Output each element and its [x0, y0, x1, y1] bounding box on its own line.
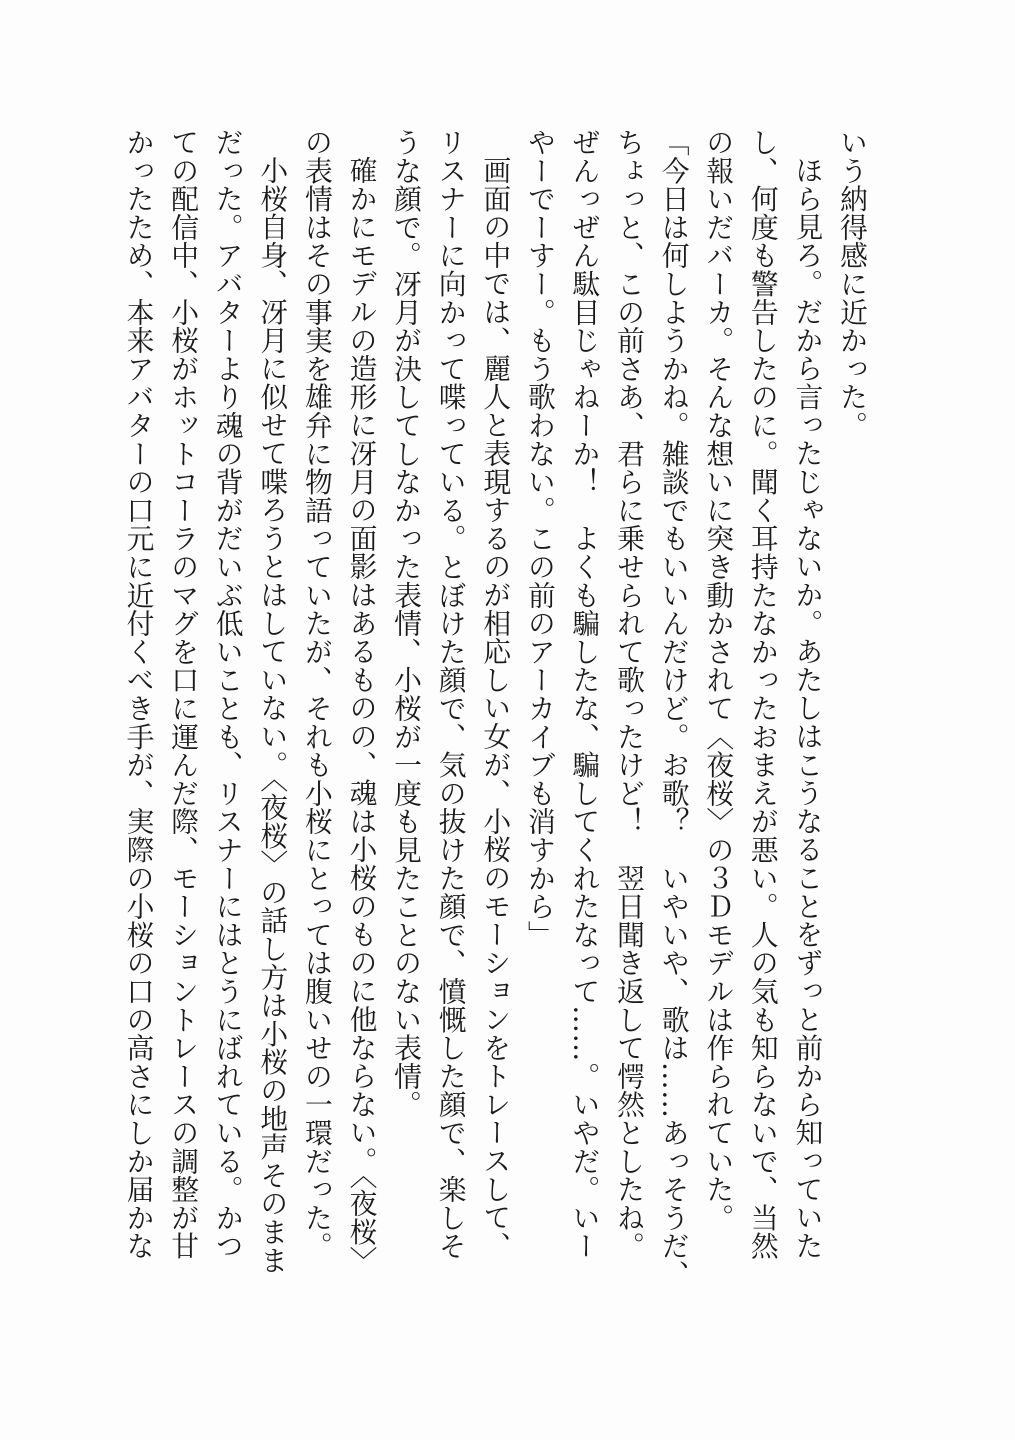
- text-line: かったため、本来アバターの口元に近付くべき手が、実際の小桜の口の高さにしか届かな: [121, 128, 155, 1260]
- text-line: リスナーに向かって喋っている。とぼけた顔で、気の抜けた顔で、憤慨した顔で、楽しそ: [433, 128, 467, 1260]
- text-line: ぜんっぜん駄目じゃねーか！ よくも騙したな、騙してくれたなって……。いやだ。いー: [567, 128, 601, 1260]
- text-line: 確かにモデルの造形に冴月の面影はあるものの、魂は小桜のものに他ならない。〈夜桜〉: [344, 155, 378, 1274]
- text-line: の表情はその事実を雄弁に物語っていたが、それも小桜にとっては腹いせの一環だった。: [299, 128, 333, 1260]
- text-line: 小桜自身、冴月に似せて喋ろうとはしていない。〈夜桜〉の話し方は小桜の地声そのまま: [255, 155, 289, 1274]
- text-line: 「今日は何しようかね。雑談でもいいんだけど。お歌？ いやいや、歌は……あっそうだ、: [656, 128, 690, 1289]
- text-line: やーでーすー。もう歌わない。この前のアーカイブも消すから」: [522, 128, 556, 949]
- text-line: 画面の中では、麗人と表現するのが相応しい女が、小桜のモーションをトレースして、: [478, 155, 512, 1260]
- text-line: ほら見ろ。だから言ったじゃないか。あたしはこうなることをずっと前から知っていた: [790, 155, 824, 1260]
- text-line: ての配信中、小桜がホットコーラのマグを口に運んだ際、モーショントレースの調整が甘: [166, 128, 200, 1260]
- text-line: ちょっと、この前さあ、君らに乗せられて歌ったけど！ 翌日聞き返して愕然としたね。: [612, 128, 646, 1260]
- text-line: いう納得感に近かった。: [835, 128, 868, 440]
- text-line: し、何度も警告したのに。聞く耳持たなかったおまえが悪い。人の気も知らないで、当然: [745, 128, 779, 1260]
- text-line: の報いだバーカ。そんな想いに突き動かされて〈夜桜〉の３Ｄモデルは作られていた。: [701, 128, 735, 1232]
- text-line: うな顔で。冴月が決してしなかった表情、小桜が一度も見たことのない表情。: [389, 128, 423, 1119]
- vertical-text-body: [115, 128, 873, 1289]
- text-line: だった。アバターより魂の背がだいぶ低いことも、リスナーにはとうにばれている。かつ: [210, 128, 244, 1260]
